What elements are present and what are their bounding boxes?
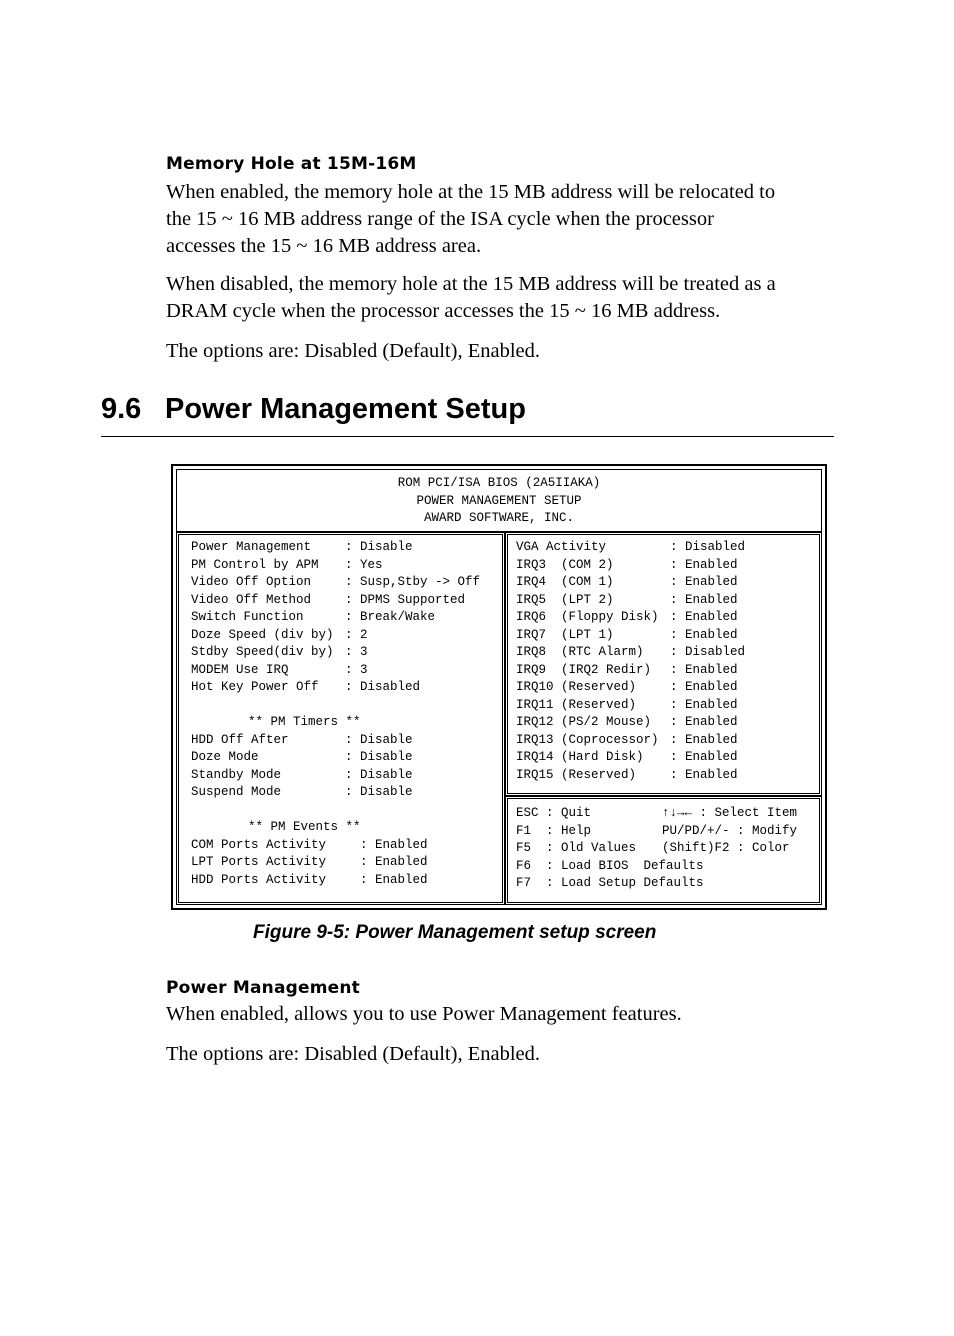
- setting-label: Doze Mode: [191, 750, 259, 764]
- setting-value: : Disabled: [345, 680, 421, 694]
- setting-value: : DPMS Supported: [345, 592, 466, 607]
- setting-label: Power Management: [191, 540, 312, 554]
- setting-label: PM Control by APM: [191, 557, 319, 572]
- memory-hole-heading: Memory Hole at 15M-16M: [166, 154, 417, 174]
- setting-value: : Enabled: [670, 592, 738, 607]
- setting-label: LPT Ports Activity: [191, 855, 327, 869]
- setting-value: : Break/Wake: [345, 610, 436, 624]
- setting-value: : Disable: [345, 732, 413, 747]
- setting-label: VGA Activity: [516, 540, 607, 554]
- setting-value: : Enabled: [360, 872, 428, 887]
- setting-value: : Enabled: [670, 627, 738, 642]
- section-title-text: Power Management Setup: [165, 393, 526, 425]
- setting-value: : Enabled: [670, 697, 738, 712]
- bios-irq-panel: [505, 532, 822, 796]
- bios-header-line: POWER MANAGEMENT SETUP: [416, 493, 582, 508]
- key-help-right: ↑↓→← : Select Item: [662, 806, 798, 820]
- setting-label: IRQ10 (Reserved): [516, 680, 637, 694]
- key-help-right: (Shift)F2 : Color: [662, 841, 790, 855]
- bios-body: [176, 532, 822, 905]
- setting-label: IRQ14 (Hard Disk): [516, 750, 644, 764]
- key-help-left: F1 : Help: [516, 823, 592, 838]
- setting-label: IRQ9 (IRQ2 Redir): [516, 662, 652, 677]
- setting-label: IRQ5 (LPT 2): [516, 592, 614, 607]
- paragraph-line: When disabled, the memory hole at the 15 MB address will be treated as a: [166, 273, 776, 295]
- key-help-left: F6 : Load BIOS Defaults: [516, 858, 704, 873]
- pm-events-heading: ** PM Events **: [248, 820, 361, 834]
- setting-label: IRQ7 (LPT 1): [516, 627, 614, 642]
- bios-header: [177, 470, 821, 532]
- setting-label: COM Ports Activity: [191, 837, 327, 852]
- setting-value: : Disabled: [670, 540, 746, 554]
- setting-label: Video Off Method: [191, 592, 312, 607]
- setting-label: IRQ8 (RTC Alarm): [516, 645, 644, 659]
- setting-label: IRQ15 (Reserved): [516, 767, 637, 782]
- setting-value: : Disable: [345, 767, 413, 782]
- setting-value: : Enabled: [670, 750, 738, 764]
- bios-settings-panel: [176, 532, 505, 905]
- setting-label: Video Off Option: [191, 575, 312, 589]
- setting-value: : Enabled: [670, 680, 738, 694]
- setting-label: Switch Function: [191, 610, 304, 624]
- setting-value: : Enabled: [670, 662, 738, 677]
- setting-value: : Disable: [345, 785, 413, 799]
- setting-value: : Disabled: [670, 645, 746, 659]
- setting-value: : Enabled: [670, 575, 738, 589]
- setting-label: IRQ6 (Floppy Disk): [516, 610, 659, 624]
- setting-value: : Enabled: [670, 732, 738, 747]
- section-number: 9.6: [101, 393, 142, 425]
- paragraph-line: When enabled, the memory hole at the 15 MB address will be relocated to: [166, 181, 776, 203]
- memory-hole-options: The options are: Disabled (Default), Enabled.: [166, 340, 540, 362]
- bios-header-line: AWARD SOFTWARE, INC.: [423, 511, 575, 525]
- key-help-left: F7 : Load Setup Defaults: [516, 876, 704, 890]
- setting-value: : Enabled: [360, 855, 428, 869]
- setting-label: IRQ12 (PS/2 Mouse): [516, 715, 652, 729]
- power-management-options: The options are: Disabled (Default), Enabled.: [166, 1043, 540, 1065]
- setting-value: : Enabled: [670, 610, 738, 624]
- setting-value: : Enabled: [670, 767, 738, 782]
- setting-value: : Yes: [345, 557, 383, 572]
- paragraph-line: DRAM cycle when the processor accesses the 15 ~ 16 MB address.: [166, 300, 721, 322]
- setting-label: Stdby Speed(div by): [191, 645, 334, 659]
- setting-value: : Disable: [345, 750, 413, 764]
- power-management-heading: Power Management: [166, 978, 361, 998]
- setting-label: HDD Off After: [191, 732, 289, 747]
- figure-caption: Figure 9-5: Power Management setup screen: [253, 922, 657, 943]
- paragraph-line: the 15 ~ 16 MB address range of the ISA cycle when the processor: [166, 208, 714, 230]
- section-divider: [101, 436, 834, 437]
- setting-label: Standby Mode: [191, 767, 282, 782]
- setting-label: Suspend Mode: [191, 785, 282, 799]
- setting-label: IRQ3 (COM 2): [516, 557, 614, 572]
- pm-timers-heading: ** PM Timers **: [248, 715, 361, 729]
- setting-label: HDD Ports Activity: [191, 872, 327, 887]
- setting-value: : Susp,Stby -> Off: [345, 575, 481, 589]
- setting-value: : 3: [345, 645, 368, 659]
- key-help-right: PU/PD/+/- : Modify: [662, 823, 798, 838]
- key-help-left: ESC : Quit: [516, 806, 592, 820]
- setting-label: IRQ13 (Coprocessor): [516, 732, 659, 747]
- setting-value: : 2: [345, 627, 368, 642]
- setting-value: : Enabled: [670, 715, 738, 729]
- setting-value: : Enabled: [360, 837, 428, 852]
- setting-value: : Enabled: [670, 557, 738, 572]
- bios-header-line: ROM PCI/ISA BIOS (2A5IIAKA): [397, 476, 601, 490]
- bios-key-help-panel: [505, 796, 822, 905]
- memory-hole-paragraph-2: [166, 271, 838, 325]
- setting-value: : Disable: [345, 540, 413, 554]
- memory-hole-paragraph-1: [166, 179, 838, 260]
- setting-label: Hot Key Power Off: [191, 680, 319, 694]
- paragraph-line: accesses the 15 ~ 16 MB address area.: [166, 235, 482, 257]
- setting-label: IRQ11 (Reserved): [516, 697, 637, 712]
- key-help-left: F5 : Old Values: [516, 841, 637, 855]
- setting-label: MODEM Use IRQ: [191, 662, 289, 677]
- power-management-description: When enabled, allows you to use Power Management features.: [166, 1003, 682, 1025]
- setting-value: : 3: [345, 662, 368, 677]
- setting-label: IRQ4 (COM 1): [516, 575, 614, 589]
- section-title: [101, 393, 526, 426]
- setting-label: Doze Speed (div by): [191, 627, 334, 642]
- bios-screen: [171, 464, 827, 910]
